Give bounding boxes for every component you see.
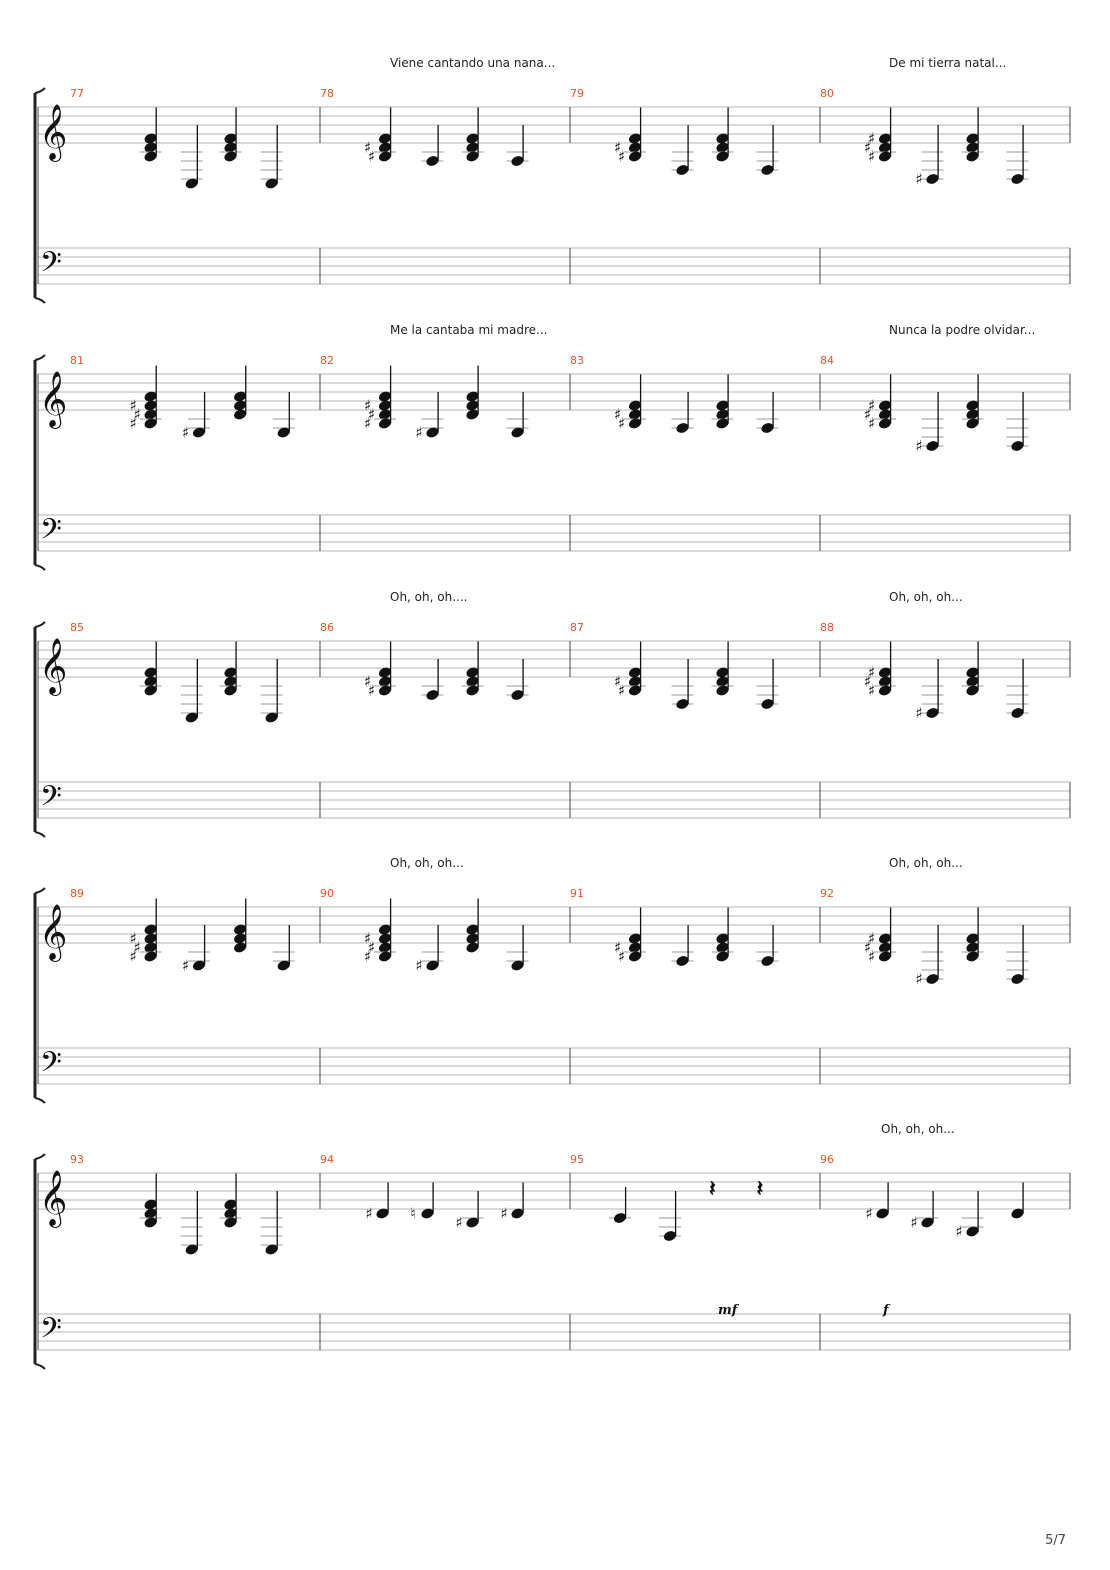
bracket-hook-bottom bbox=[35, 1364, 45, 1369]
measure-number: 82 bbox=[320, 354, 334, 367]
page-number: 5/7 bbox=[1045, 1533, 1066, 1548]
sharp-icon: ♯ bbox=[368, 405, 376, 424]
natural-icon: ♮ bbox=[410, 1204, 416, 1223]
measure-number: 94 bbox=[320, 1153, 334, 1166]
measure-number: 93 bbox=[70, 1153, 84, 1166]
sharp-icon: ♯ bbox=[915, 170, 923, 188]
sharp-icon: ♯ bbox=[868, 947, 876, 966]
sharp-icon: ♯ bbox=[614, 405, 622, 424]
bracket-hook-top bbox=[35, 1154, 45, 1159]
sharp-icon: ♯ bbox=[868, 681, 876, 700]
sharp-icon: ♯ bbox=[182, 956, 190, 975]
measure-number: 80 bbox=[820, 87, 834, 100]
sharp-icon: ♯ bbox=[455, 1213, 463, 1232]
sharp-icon: ♯ bbox=[364, 929, 372, 948]
sharp-icon: ♯ bbox=[415, 423, 423, 442]
lyric-text: Oh, oh, oh... bbox=[390, 856, 464, 870]
lyric-text: Oh, oh, oh... bbox=[889, 590, 963, 604]
treble-clef-icon: 𝄞 bbox=[39, 904, 68, 960]
sharp-icon: ♯ bbox=[915, 437, 923, 455]
sharp-icon: ♯ bbox=[910, 1213, 918, 1232]
sharp-icon: ♯ bbox=[618, 147, 626, 166]
dynamic-marking: mf bbox=[718, 1303, 738, 1318]
bass-clef-icon: 𝄢 bbox=[40, 246, 62, 286]
lyric-text: Me la cantaba mi madre... bbox=[390, 323, 548, 337]
dynamic-marking: f bbox=[883, 1303, 889, 1318]
sharp-icon: ♯ bbox=[368, 147, 376, 166]
measure-number: 96 bbox=[820, 1153, 834, 1166]
measure-number: 88 bbox=[820, 621, 834, 634]
measure-number: 84 bbox=[820, 354, 834, 367]
sharp-icon: ♯ bbox=[868, 147, 876, 166]
measure-number: 81 bbox=[70, 354, 84, 367]
sharp-icon: ♯ bbox=[868, 663, 876, 682]
sharp-icon: ♯ bbox=[868, 414, 876, 433]
lyric-text: Oh, oh, oh... bbox=[889, 856, 963, 870]
sharp-icon: ♯ bbox=[129, 929, 137, 948]
sharp-icon: ♯ bbox=[368, 681, 376, 700]
treble-clef-icon: 𝄞 bbox=[39, 1170, 68, 1226]
bracket-hook-top bbox=[35, 355, 45, 360]
sharp-icon: ♯ bbox=[364, 414, 372, 433]
bracket-hook-top bbox=[35, 88, 45, 93]
sharp-icon: ♯ bbox=[614, 672, 622, 691]
measure-number: 77 bbox=[70, 87, 84, 100]
lyric-text: Nunca la podre olvidar... bbox=[889, 323, 1036, 337]
bass-clef-icon: 𝄢 bbox=[40, 1046, 62, 1086]
sharp-icon: ♯ bbox=[129, 414, 137, 433]
measure-number: 87 bbox=[570, 621, 584, 634]
lyric-text: Viene cantando una nana... bbox=[390, 56, 556, 70]
sharp-icon: ♯ bbox=[868, 396, 876, 415]
measure-number: 89 bbox=[70, 887, 84, 900]
measure-number: 92 bbox=[820, 887, 834, 900]
sharp-icon: ♯ bbox=[415, 956, 423, 975]
bass-clef-icon: 𝄢 bbox=[40, 1312, 62, 1352]
sharp-icon: ♯ bbox=[364, 947, 372, 966]
bracket-hook-bottom bbox=[35, 565, 45, 570]
quarter-rest-icon: 𝄽 bbox=[709, 1177, 716, 1202]
sharp-icon: ♯ bbox=[868, 129, 876, 148]
sharp-icon: ♯ bbox=[129, 947, 137, 966]
measure-number: 85 bbox=[70, 621, 84, 634]
sharp-icon: ♯ bbox=[915, 970, 923, 988]
sharp-icon: ♯ bbox=[364, 672, 372, 691]
lyric-text: Oh, oh, oh.... bbox=[390, 590, 468, 604]
measure-number: 79 bbox=[570, 87, 584, 100]
measure-number: 91 bbox=[570, 887, 584, 900]
bass-clef-icon: 𝄢 bbox=[40, 780, 62, 820]
bass-clef-icon: 𝄢 bbox=[40, 513, 62, 553]
sharp-icon: ♯ bbox=[618, 681, 626, 700]
sharp-icon: ♯ bbox=[133, 938, 141, 957]
measure-number: 83 bbox=[570, 354, 584, 367]
sharp-icon: ♯ bbox=[955, 1222, 963, 1241]
sharp-icon: ♯ bbox=[864, 938, 872, 957]
quarter-rest-icon: 𝄽 bbox=[756, 1177, 764, 1202]
lyric-text: Oh, oh, oh... bbox=[881, 1122, 955, 1136]
sharp-icon: ♯ bbox=[864, 672, 872, 691]
sharp-icon: ♯ bbox=[368, 938, 376, 957]
sharp-icon: ♯ bbox=[364, 138, 372, 157]
sharp-icon: ♯ bbox=[618, 414, 626, 433]
treble-clef-icon: 𝄞 bbox=[39, 638, 68, 694]
lyric-text: De mi tierra natal... bbox=[889, 56, 1007, 70]
sharp-icon: ♯ bbox=[614, 938, 622, 957]
sharp-icon: ♯ bbox=[182, 423, 190, 442]
sharp-icon: ♯ bbox=[915, 704, 923, 722]
sharp-icon: ♯ bbox=[129, 396, 137, 415]
sharp-icon: ♯ bbox=[864, 405, 872, 424]
sharp-icon: ♯ bbox=[500, 1204, 508, 1223]
treble-clef-icon: 𝄞 bbox=[39, 371, 68, 427]
bracket-hook-top bbox=[35, 622, 45, 627]
sharp-icon: ♯ bbox=[365, 1204, 373, 1223]
bracket-hook-bottom bbox=[35, 298, 45, 303]
sharp-icon: ♯ bbox=[864, 138, 872, 157]
measure-number: 90 bbox=[320, 887, 334, 900]
treble-clef-icon: 𝄞 bbox=[39, 104, 68, 160]
measure-number: 78 bbox=[320, 87, 334, 100]
sharp-icon: ♯ bbox=[614, 138, 622, 157]
bracket-hook-bottom bbox=[35, 1098, 45, 1103]
sharp-icon: ♯ bbox=[865, 1204, 873, 1223]
measure-number: 86 bbox=[320, 621, 334, 634]
sharp-icon: ♯ bbox=[364, 396, 372, 415]
bracket-hook-bottom bbox=[35, 832, 45, 837]
sharp-icon: ♯ bbox=[618, 947, 626, 966]
measure-number: 95 bbox=[570, 1153, 584, 1166]
sharp-icon: ♯ bbox=[133, 405, 141, 424]
sharp-icon: ♯ bbox=[868, 929, 876, 948]
bracket-hook-top bbox=[35, 888, 45, 893]
